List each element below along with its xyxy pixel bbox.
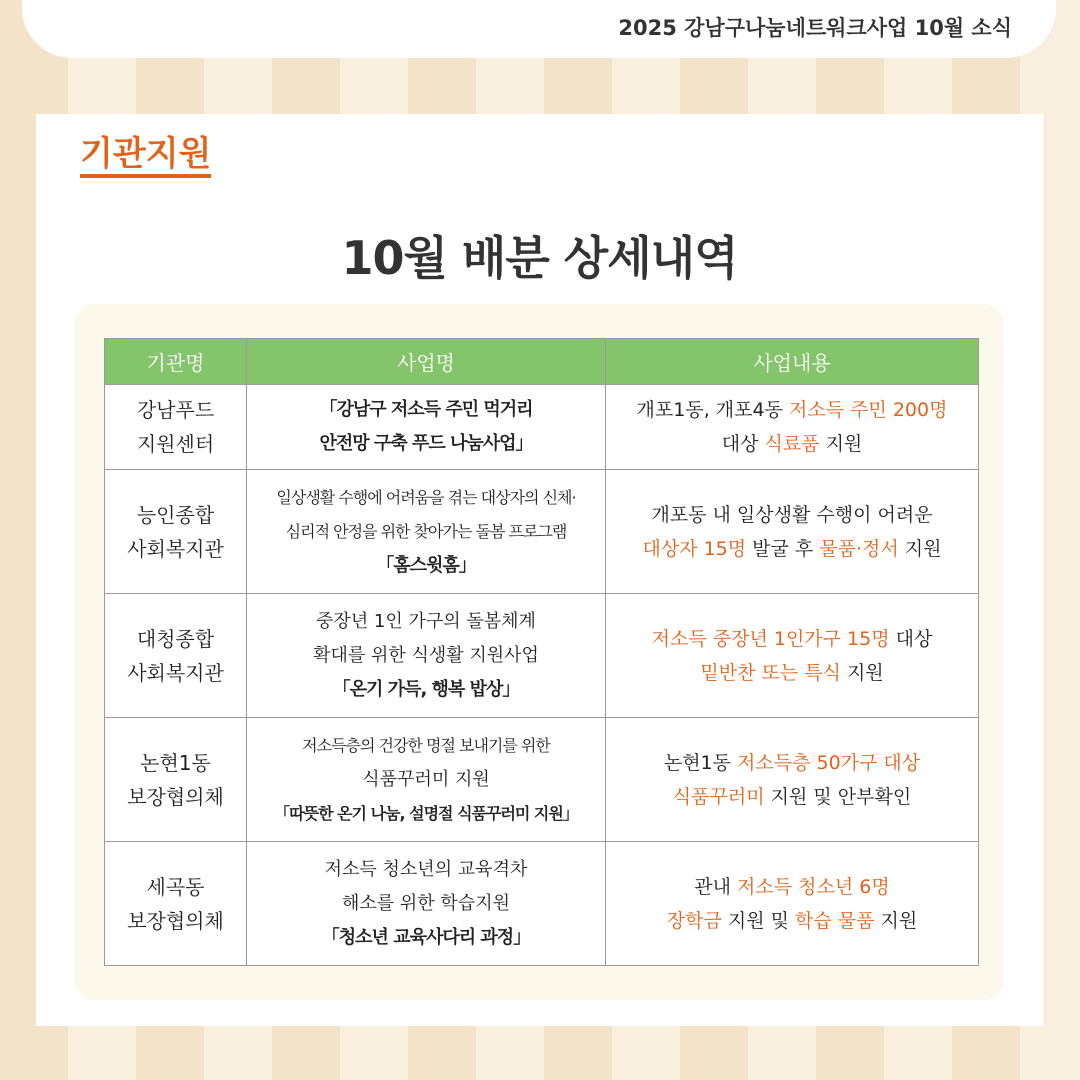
org-name-line: 사회복지관: [127, 660, 224, 685]
header-content: 사업내용: [606, 339, 979, 385]
content-text: 지원 및: [721, 909, 796, 932]
content-line: [610, 622, 974, 656]
business-desc: 중장년 1인 가구의 돌봄체계: [316, 610, 536, 632]
org-name-line: 대청종합: [136, 626, 215, 651]
content-highlight: 저소득 주민 200명: [788, 399, 948, 421]
content-text: 지원 및 안부확인: [764, 785, 912, 808]
business-desc: 일상생활 수행에 어려움을 겪는 대상자의 신체·: [276, 487, 576, 507]
content-highlight: 밑반찬 또는 특식: [700, 661, 841, 684]
business-cell: [247, 594, 606, 718]
org-name-line: 사회복지관: [127, 536, 224, 561]
org-cell: [105, 842, 247, 966]
business-desc: 식품꾸러미 지원: [362, 768, 490, 790]
content-text: 지원: [840, 661, 884, 684]
content-highlight: 식품꾸러미: [672, 785, 765, 808]
business-cell: [247, 470, 606, 594]
content-cell: [606, 842, 979, 966]
org-name-line: 지원센터: [136, 432, 215, 456]
content-line: 개포동 내 일상생활 수행이 어려운: [651, 503, 933, 526]
content-text: 지원: [819, 433, 863, 455]
content-cell: [606, 385, 979, 470]
business-title: 「따뜻한 온기 나눔, 설명절 식품꾸러미 지원」: [274, 803, 578, 823]
business-desc: 확대를 위한 식생활 지원사업: [313, 644, 539, 666]
content-cell: [606, 718, 979, 842]
org-cell: [105, 594, 247, 718]
org-name-line: 논현1동: [140, 750, 211, 775]
table-container: [74, 304, 1004, 1000]
content-line: [610, 427, 974, 461]
content-text: 논현1동: [663, 751, 738, 774]
org-name-line: 세곡동: [146, 874, 205, 899]
content-text: 발굴 후: [746, 537, 820, 560]
org-name-line: 능인종합: [136, 502, 215, 527]
table-row: [105, 385, 979, 470]
business-desc: 해소를 위한 학습지원: [342, 892, 510, 914]
business-cell: [247, 718, 606, 842]
content-text: 지원: [874, 909, 918, 932]
content-cell: [606, 470, 979, 594]
content-line: [610, 780, 974, 814]
header-org: 기관명: [105, 339, 247, 385]
header-business: 사업명: [247, 339, 606, 385]
content-highlight: 저소득 중장년 1인가구 15명: [651, 627, 890, 650]
content-card: [36, 114, 1043, 1026]
org-cell: [105, 385, 247, 470]
org-name-line: 보장협의체: [127, 784, 224, 809]
content-line: [610, 904, 974, 938]
business-title: 「홈스윗홈」: [376, 554, 476, 576]
business-title: 「강남구 저소득 주민 먹거리: [319, 399, 533, 420]
org-cell: [105, 718, 247, 842]
table-row: [105, 594, 979, 718]
content-highlight: 물품·정서: [819, 537, 899, 560]
content-highlight: 저소득층 50가구 대상: [737, 751, 921, 774]
content-highlight: 저소득 청소년 6명: [737, 875, 890, 898]
content-highlight: 대상자 15명: [642, 537, 747, 560]
page-title: 10월 배분 상세내역: [341, 231, 738, 285]
content-line: [610, 393, 974, 427]
content-text: 개포1동, 개포4동: [636, 399, 789, 421]
business-desc: 심리적 안정을 위한 찾아가는 돌봄 프로그램: [285, 521, 567, 541]
table-row: [105, 718, 979, 842]
business-title: 안전망 구축 푸드 나눔사업」: [319, 433, 533, 454]
content-line: [610, 870, 974, 904]
business-title: 「청소년 교육사다리 과정」: [321, 926, 531, 948]
section-title: 기관지원: [80, 134, 211, 178]
content-line: [610, 532, 974, 566]
content-cell: [606, 594, 979, 718]
top-banner: [22, 0, 1056, 58]
content-highlight: 학습 물품: [795, 909, 875, 932]
content-highlight: 식료품: [764, 433, 820, 455]
content-text: 지원: [898, 537, 942, 560]
table-row: [105, 470, 979, 594]
business-cell: [247, 385, 606, 470]
business-desc: 저소득층의 건강한 명절 보내기를 위한: [302, 735, 550, 755]
org-cell: [105, 470, 247, 594]
content-highlight: 장학금: [666, 909, 722, 932]
content-line: [610, 746, 974, 780]
table-row: [105, 842, 979, 966]
table-header-row: [105, 339, 979, 385]
business-desc: 저소득 청소년의 교육격차: [324, 858, 528, 880]
content-text: 대상: [889, 627, 933, 650]
business-title: 「온기 가득, 행복 밥상」: [332, 678, 520, 700]
org-name-line: 강남푸드: [136, 398, 215, 422]
business-cell: [247, 842, 606, 966]
content-text: 대상: [721, 433, 765, 455]
content-line: [610, 656, 974, 690]
header-title: 2025 강남구나눔네트워크사업 10월 소식: [618, 16, 1012, 40]
content-text: 관내: [694, 875, 738, 898]
org-name-line: 보장협의체: [127, 908, 224, 933]
distribution-table: [104, 338, 979, 966]
